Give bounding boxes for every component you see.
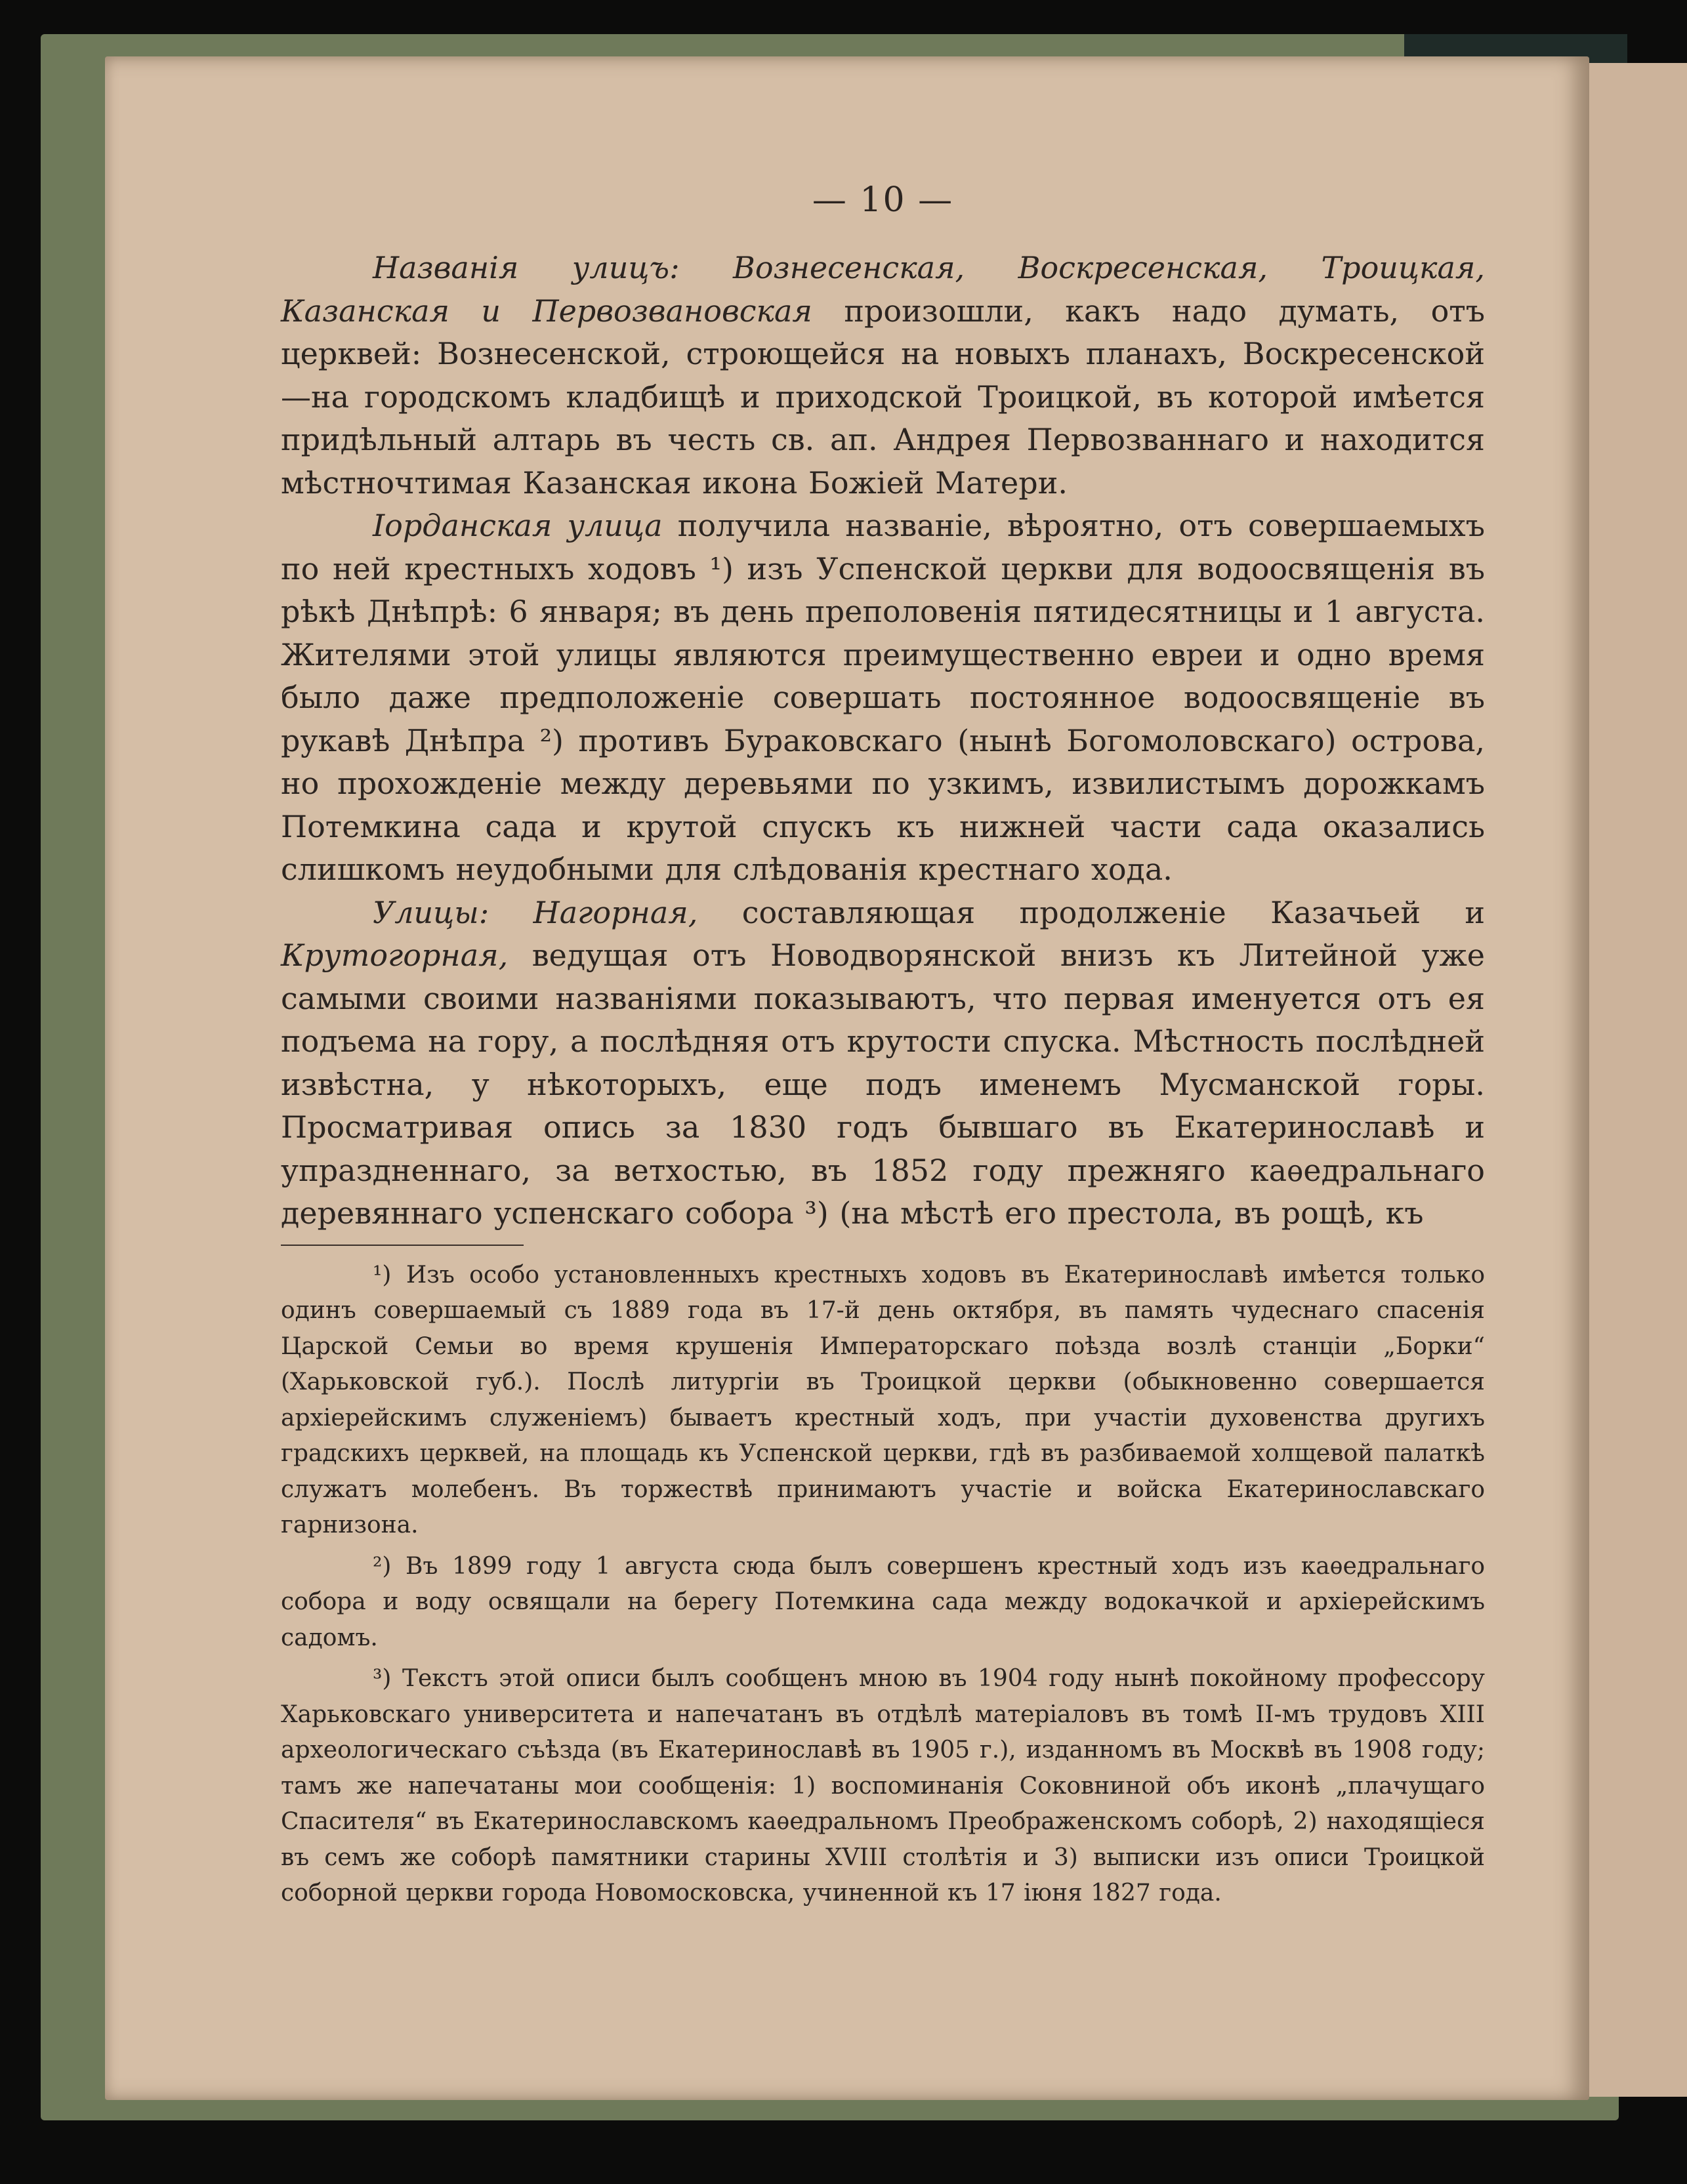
paragraph-3-text-2: ведущая отъ Новодворянской внизъ къ Литейной уже самыми своими названіями показываютъ, что первая именуется отъ ея подъема на гору, а послѣдняя отъ крутости спуска. Мѣстность послѣдней извѣстна, у нѣкоторыхъ, еще подъ именемъ Мусманской горы. Просматривая опись за 1830 годъ бывшаго въ Екатеринославѣ и упраздненнаго, за ветхостью, въ 1852 году прежняго каѳедральнаго деревяннаго успенскаго собора ³) (на мѣстѣ его престола, въ рощѣ, къ xyxy=(281,937,1485,1231)
paragraph-3-text: составляющая продолженіе Казачьей и xyxy=(698,894,1486,930)
footnote-3: ³) Текстъ этой описи былъ сообщенъ мною въ 1904 году нынѣ покойному профессору Харьковскаго университета и напечатанъ въ отдѣлѣ матеріаловъ въ томѣ II-мъ трудовъ XIII археологическаго съѣзда (въ Екатеринославѣ въ 1905 г.), изданномъ въ Москвѣ въ 1908 году; тамъ же напечатаны мои сообщенія: 1) воспоминанія Соковниной объ иконѣ „плачущаго Спасителя“ въ Екатеринославскомъ каѳедральномъ Преображенскомъ соборѣ, 2) находящіеся въ семъ же соборѣ памятники старины XVIII столѣтія и 3) выписки изъ описи Троицкой соборной церкви города Новомосковска, учиненной къ 17 іюня 1827 года. xyxy=(281,1665,1485,1906)
paragraph-2-italic: Іорданская улица xyxy=(373,508,663,543)
paragraph-3-italic-2: Крутогорная, xyxy=(281,937,509,973)
paragraph-3-italic: Улицы: Нагорная, xyxy=(373,894,698,930)
paragraph-3 xyxy=(281,892,1485,1235)
paragraph-2 xyxy=(281,505,1485,892)
page-number: — 10 — xyxy=(812,180,954,220)
body-text xyxy=(281,247,1485,1235)
footnote-divider xyxy=(281,1245,524,1246)
paragraph-1-text: произошли, какъ надо думать, отъ церквей: Вознесенской, строющейся на новыхъ планахъ, Воскресенской—на городскомъ кладбищѣ и приходской Троицкой, въ которой имѣется придѣльный алтарь въ честь св. ап. Андрея Первозваннаго и находится мѣстночтимая Казанская икона Божіей Матери. xyxy=(281,293,1486,501)
paragraph-1 xyxy=(281,247,1485,505)
paragraph-2-text: получила названіе, вѣроятно, отъ совершаемыхъ по ней крестныхъ ходовъ ¹) изъ Успенской церкви для водоосвященія въ рѣкѣ Днѣпрѣ: 6 января; въ день преполовенія пятидесятницы и 1 августа. Жителями этой улицы являются преимущественно евреи и одно время было даже предположеніе совершать постоянное водоосвященіе въ рукавѣ Днѣпра ²) противъ Бураковскаго (нынѣ Богомоловскаго) острова, но прохожденіе между деревьями по узкимъ, извилистымъ дорожкамъ Потемкина сада и крутой спускъ къ нижней части сада оказались слишкомъ неудобными для слѣдованія крестнаго хода. xyxy=(281,508,1485,887)
next-page-edge xyxy=(1585,63,1687,2097)
paragraph-1-italic: Названія улицъ: Вознесенская, Воскресенская, Троицкая, Казанская и Первозвановская xyxy=(281,250,1485,329)
page-content xyxy=(281,177,1485,1917)
footnote-2: ²) Въ 1899 году 1 августа сюда былъ совершенъ крестный ходъ изъ каѳедральнаго собора и воду освящали на берегу Потемкина сада между водокачкой и архіерейскимъ садомъ. xyxy=(281,1552,1485,1651)
footnote-1: ¹) Изъ особо установленныхъ крестныхъ ходовъ въ Екатеринославѣ имѣется только одинъ совершаемый съ 1889 года въ 17-й день октября, въ память чудеснаго спасенія Царской Семьи во время крушенія Императорскаго поѣзда возлѣ станціи „Борки“ (Харьковской губ.). Послѣ литургіи въ Троицкой церкви (обыкновенно совершается архіерейскимъ служеніемъ) бываетъ крестный ходъ, при участіи духовенства другихъ градскихъ церквей, на площадь къ Успенской церкви, гдѣ въ разбиваемой холщевой палаткѣ служатъ молебенъ. Въ торжествѣ принимаютъ участіе и войска Екатеринославскаго гарнизона. xyxy=(281,1261,1485,1538)
footnotes xyxy=(281,1258,1485,1912)
